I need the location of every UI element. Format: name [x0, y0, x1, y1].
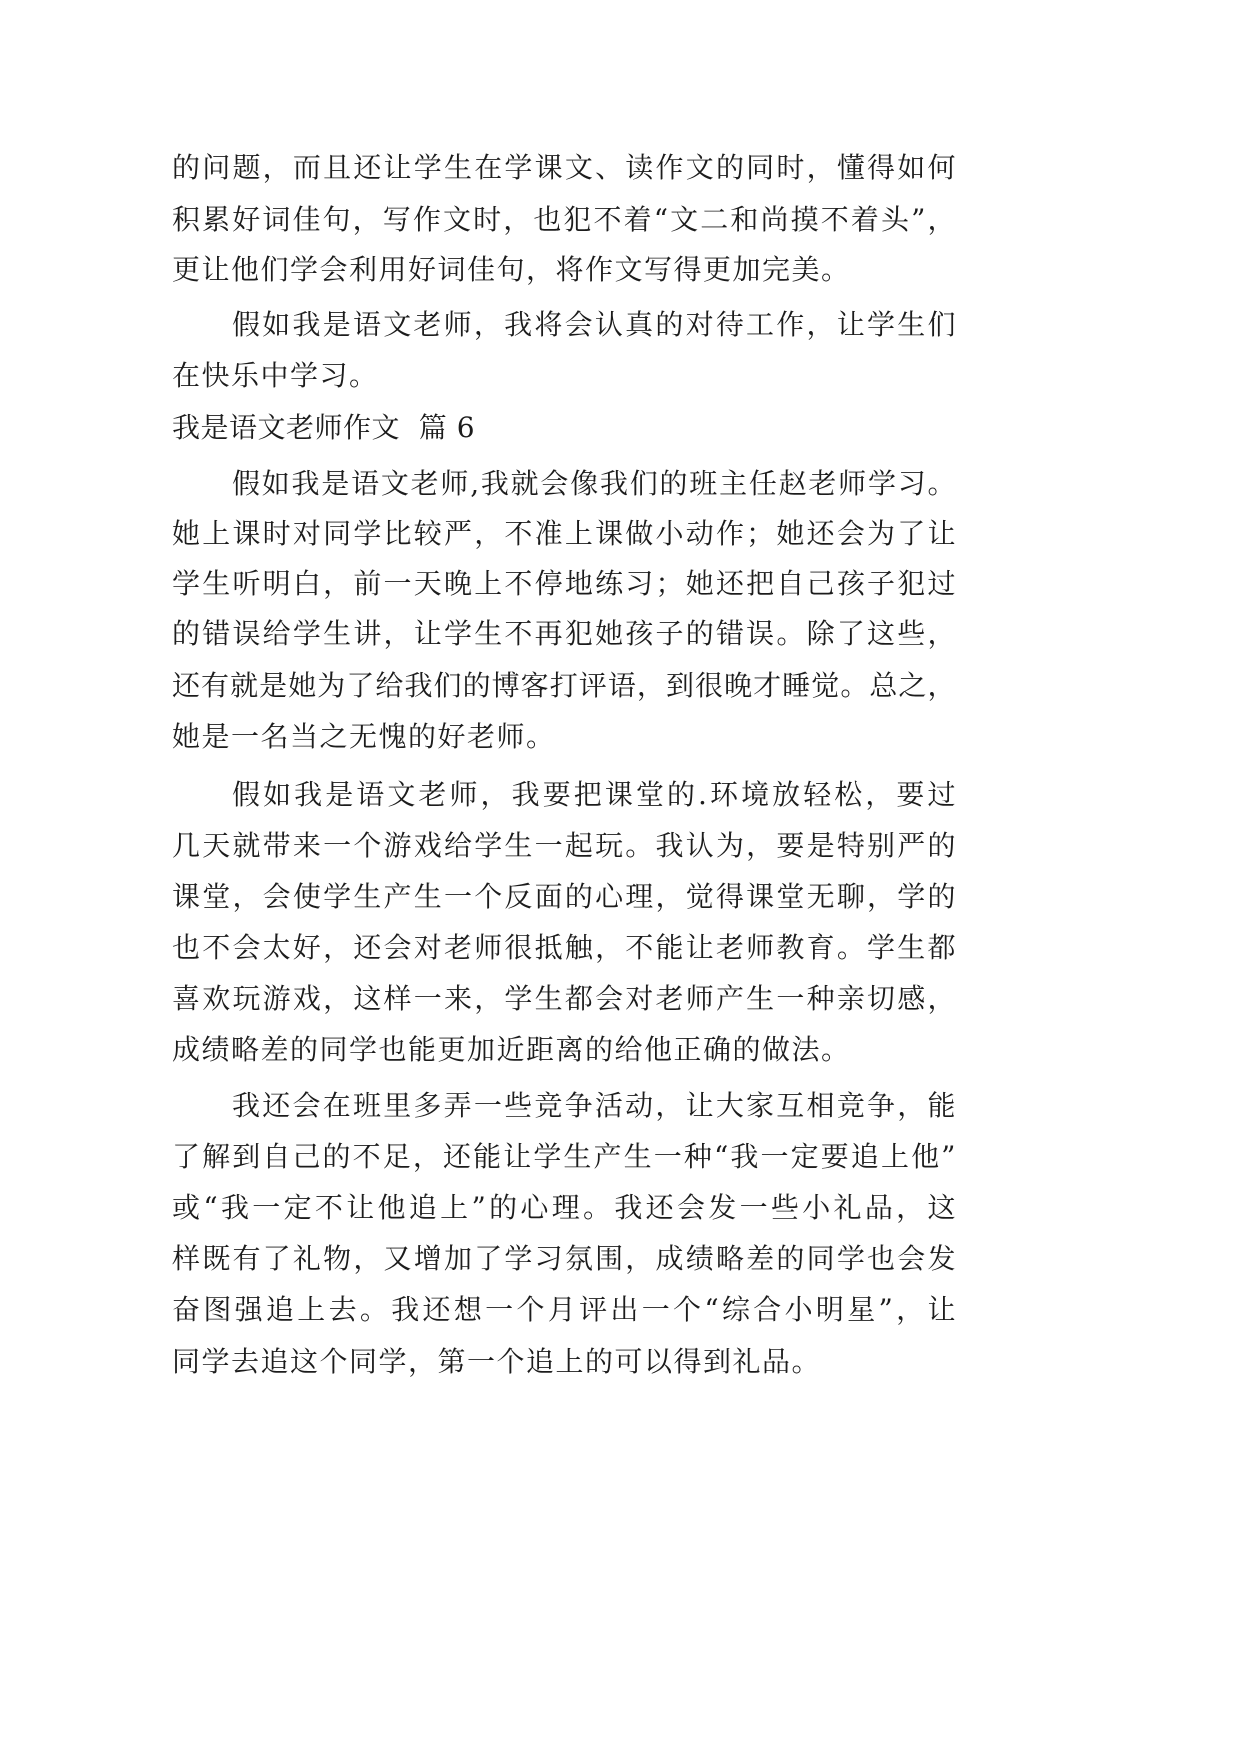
text-line: 学生听明白，前一天晚上不停地练习；她还把自己孩子犯过: [172, 567, 956, 600]
section-heading: 我是语文老师作文 篇 6: [172, 411, 476, 444]
text-line: 也不会太好，还会对老师很抵触，不能让老师教育。学生都: [172, 931, 956, 964]
text-line: 积累好词佳句，写作文时，也犯不着“文二和尚摸不着头”，: [172, 203, 956, 236]
text-line: 更让他们学会利用好词佳句，将作文写得更加完美。: [172, 253, 851, 286]
text-line: 或“我一定不让他追上”的心理。我还会发一些小礼品，这: [172, 1191, 956, 1224]
text-line: 样既有了礼物，又增加了学习氛围，成绩略差的同学也会发: [172, 1242, 956, 1275]
text-line: 喜欢玩游戏，这样一来，学生都会对老师产生一种亲切感，: [172, 982, 956, 1015]
text-line: 课堂，会使学生产生一个反面的心理，觉得课堂无聊，学的: [172, 880, 956, 913]
text-line: 她是一名当之无愧的好老师。: [172, 720, 556, 753]
text-line: 的错误给学生讲，让学生不再犯她孩子的错误。除了这些，: [172, 617, 956, 650]
text-line: 我还会在班里多弄一些竞争活动，让大家互相竞争，能: [232, 1089, 956, 1122]
text-line: 了解到自己的不足，还能让学生产生一种“我一定要追上他”: [172, 1140, 956, 1173]
text-line: 成绩略差的同学也能更加近距离的给他正确的做法。: [172, 1033, 851, 1066]
text-line: 的问题，而且还让学生在学课文、读作文的同时，懂得如何: [172, 151, 956, 184]
text-line: 还有就是她为了给我们的博客打评语，到很晚才睡觉。总之，: [172, 669, 956, 702]
text-line: 在快乐中学习。: [172, 359, 379, 392]
text-line: 奋图强追上去。我还想一个月评出一个“综合小明星”，让: [172, 1293, 956, 1326]
text-line: 假如我是语文老师,我就会像我们的班主任赵老师学习。: [232, 467, 956, 500]
text-line: 她上课时对同学比较严，不准上课做小动作；她还会为了让: [172, 517, 956, 550]
text-line: 假如我是语文老师，我将会认真的对待工作，让学生们: [232, 308, 956, 341]
text-line: 同学去追这个同学，第一个追上的可以得到礼品。: [172, 1345, 822, 1378]
text-line: 假如我是语文老师，我要把课堂的.环境放轻松，要过: [232, 778, 956, 811]
text-line: 几天就带来一个游戏给学生一起玩。我认为，要是特别严的: [172, 829, 956, 862]
